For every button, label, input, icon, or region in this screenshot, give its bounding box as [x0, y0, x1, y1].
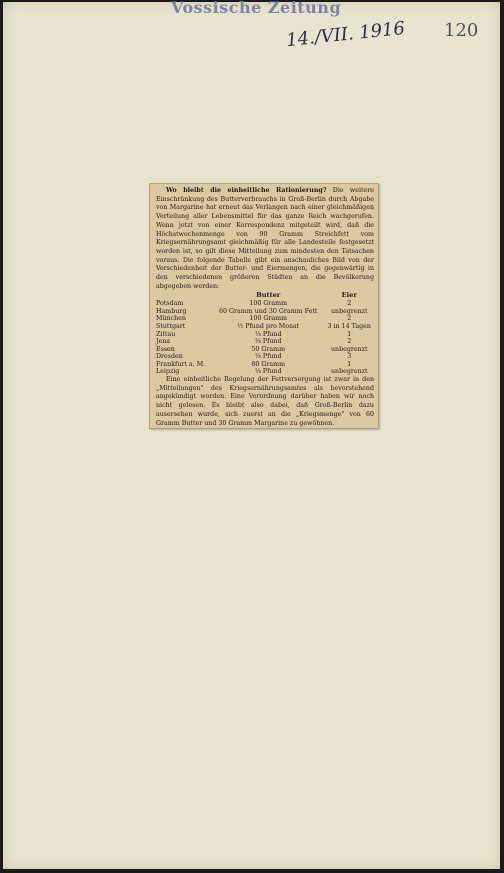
cell-city: München: [156, 315, 186, 323]
cell-butter: ⅛ Pfund: [254, 338, 282, 346]
cell-butter: ⅛ Pfund: [254, 330, 282, 338]
cell-butter: 100 Gramm: [249, 300, 288, 308]
folio-number: 120: [444, 20, 479, 41]
cell-butter: ½ Pfund pro Monat: [237, 322, 300, 330]
rations-table: [156, 291, 374, 376]
newspaper-clipping: [149, 183, 379, 429]
cell-city: Zittau: [156, 330, 176, 338]
table-row: [156, 300, 374, 308]
cell-city: Potsdam: [156, 300, 184, 308]
cell-butter: ⅛ Pfund: [254, 353, 282, 361]
cell-city: Essen: [156, 345, 175, 353]
cell-eier: 2: [347, 338, 352, 346]
cell-eier: 3 in 14 Tagen: [327, 322, 371, 330]
cell-butter: 50 Gramm: [251, 345, 286, 353]
column-header-eier: Eier: [341, 291, 357, 300]
table-row: [156, 331, 374, 339]
cell-city: Dresden: [156, 353, 183, 361]
cell-city: Stuttgart: [156, 322, 186, 330]
table-row: [156, 361, 374, 369]
table-row: [156, 346, 374, 354]
article-headline: Wo bleibt die einheitliche Rationierung?: [166, 187, 327, 194]
cell-city: Jena: [156, 338, 171, 346]
article-intro-text: Die weitere Einschränkung des Butterverbrauchs in Groß-Berlin durch Abgabe von Margarine hat erneut das Verlangen nach einer gleichmäßigen Verteilung aller Lebensmittel für das ganze Reich wachgerufen. Wenn jetzt von einer Korrespondenz mitgeteilt wird, daß die Höchstwochenmenge von 90 Gramm Streichfett vom Kriegsernährungsamt gleichmäßig für alle Landesteile festgesetzt worden ist, so gilt diese Mitteilung zum mindesten den Tatsachen voraus. Die folgende Tabelle gibt ein anschauliches Bild von der Verschiedenheit der Butter- und Eiermengen, die gegenwärtig in den verschiedenen größeren Städten an die Bevölkerung abgegeben werden:: [156, 187, 374, 290]
archive-page: [3, 2, 500, 869]
cell-city: Leipzig: [156, 368, 180, 376]
table-row: [156, 338, 374, 346]
cell-eier: 1: [347, 330, 352, 338]
cell-butter: 100 Gramm: [249, 315, 288, 323]
cell-city: Hamburg: [156, 307, 187, 315]
cell-eier: 2: [347, 315, 352, 323]
table-row: [156, 323, 374, 331]
cell-city: Frankfurt a. M.: [156, 360, 206, 368]
cell-eier: 1: [347, 360, 352, 368]
article-intro: [156, 187, 374, 291]
table-row: [156, 368, 374, 376]
handwritten-date: 14./VII. 1916: [285, 17, 406, 52]
cell-butter: 80 Gramm: [251, 360, 286, 368]
newspaper-stamp: Vossische Zeitung: [171, 0, 342, 17]
cell-eier: 3: [347, 353, 352, 361]
cell-eier: 2: [347, 300, 352, 308]
column-header-butter: Butter: [256, 291, 281, 300]
cell-eier: unbegrenzt: [330, 345, 368, 353]
cell-eier: unbegrenzt: [330, 368, 368, 376]
cell-eier: unbegrenzt: [330, 307, 368, 315]
cell-butter: 60 Gramm und 30 Gramm Fett: [218, 307, 318, 315]
cell-butter: ⅛ Pfund: [254, 368, 282, 376]
table-row: [156, 308, 374, 316]
table-header-row: [156, 291, 374, 300]
article-closing: Eine einheitliche Regelung der Fettversorgung ist zwar in den „Mitteilungen" des Kriegsernährungsamtes als bevorstehend angekündigt worden. Eine Verordnung darüber haben wir noch nicht gelesen. Es bleibt also dabei, daß Groß-Berlin dazu ausersehen wurde, sich zuerst an die „Kriegsmenge" von 60 Gramm Butter und 30 Gramm Margarine zu gewöhnen.: [156, 376, 374, 427]
table-row: [156, 353, 374, 361]
table-row: [156, 315, 374, 323]
